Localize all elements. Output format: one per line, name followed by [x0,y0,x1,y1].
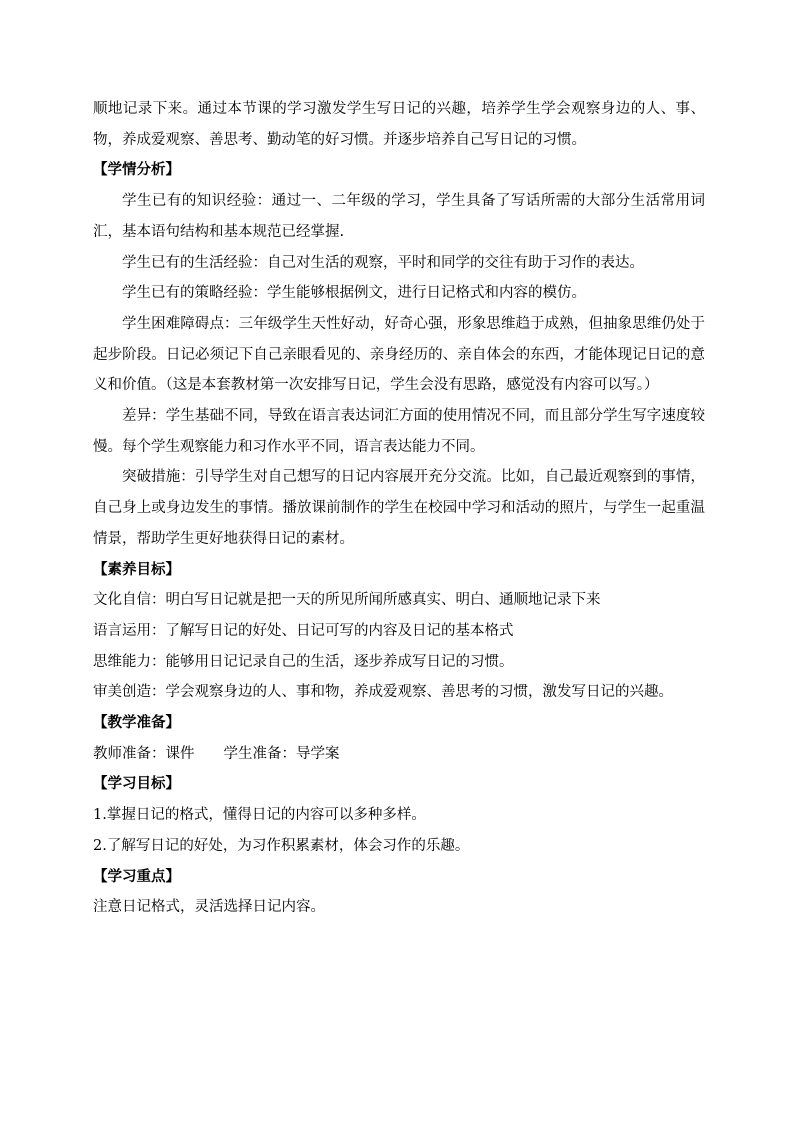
section-heading-preparation: 【教学准备】 [93,714,180,732]
analysis-strategy: 学生已有的策略经验：学生能够根据例文，进行日记格式和内容的模仿。 [122,285,586,302]
intro-paragraph: 顺地记录下来。通过本节课的学习激发学生写日记的兴趣，培养学生学会观察身边的人、事、物，养成爱观察、善思考、勤动笔的好习惯。并逐步培养自己写日记的习惯。 [93,101,705,148]
objective-item: 1.掌握日记的格式，懂得日记的内容可以多种多样。 [93,807,426,824]
literacy-item: 审美创造：学会观察身边的人、事和物，养成爱观察、善思考的习惯，激发写日记的兴趣。 [93,684,673,701]
literacy-item: 思维能力：能够用日记记录自己的生活，逐步养成写日记的习惯。 [93,653,514,670]
literacy-item: 语言运用：了解写日记的好处、日记可写的内容及日记的基本格式 [93,622,514,639]
preparation-text: 教师准备：课件 学生准备：导学案 [93,745,340,762]
literacy-item: 文化自信：明白写日记就是把一天的所见所闻所感真实、明白、通顺地记录下来 [93,592,601,609]
analysis-knowledge: 学生已有的知识经验：通过一、二年级的学习，学生具备了写话所需的大部分生活常用词汇，基本语句结构和基本规范已经掌握. [93,193,705,240]
section-heading-literacy: 【素养目标】 [93,560,180,578]
section-heading-analysis: 【学情分析】 [93,161,180,179]
section-heading-focus: 【学习重点】 [93,867,180,885]
analysis-measures: 突破措施：引导学生对自己想写的日记内容展开充分交流。比如，自己最近观察到的事情，自己身上或身边发生的事情。播放课前制作的学生在校园中学习和活动的照片，与学生一起重温情景，帮助学生更好地获得日记的素材。 [93,469,705,547]
focus-text: 注意日记格式，灵活选择日记内容。 [93,899,325,916]
analysis-life: 学生已有的生活经验：自己对生活的观察，平时和同学的交往有助于习作的表达。 [122,254,644,271]
analysis-difficulty: 学生困难障碍点：三年级学生天性好动，好奇心强，形象思维趋于成熟，但抽象思维仍处于起步阶段。日记必须记下自己亲眼看见的、亲身经历的、亲自体会的东西，才能体现记日记的意义和价值。（这是本套教材第一次安排写日记，学生会没有思路，感觉没有内容可以写。） [93,315,705,394]
section-heading-objectives: 【学习目标】 [93,775,180,793]
document-page [93,94,705,923]
objective-item: 2.了解写日记的好处，为习作积累素材，体会习作的乐趣。 [93,837,470,854]
analysis-difference: 差异：学生基础不同，导致在语言表达词汇方面的使用情况不同，而且部分学生写字速度较慢。每个学生观察能力和习作水平不同，语言表达能力不同。 [93,408,705,455]
